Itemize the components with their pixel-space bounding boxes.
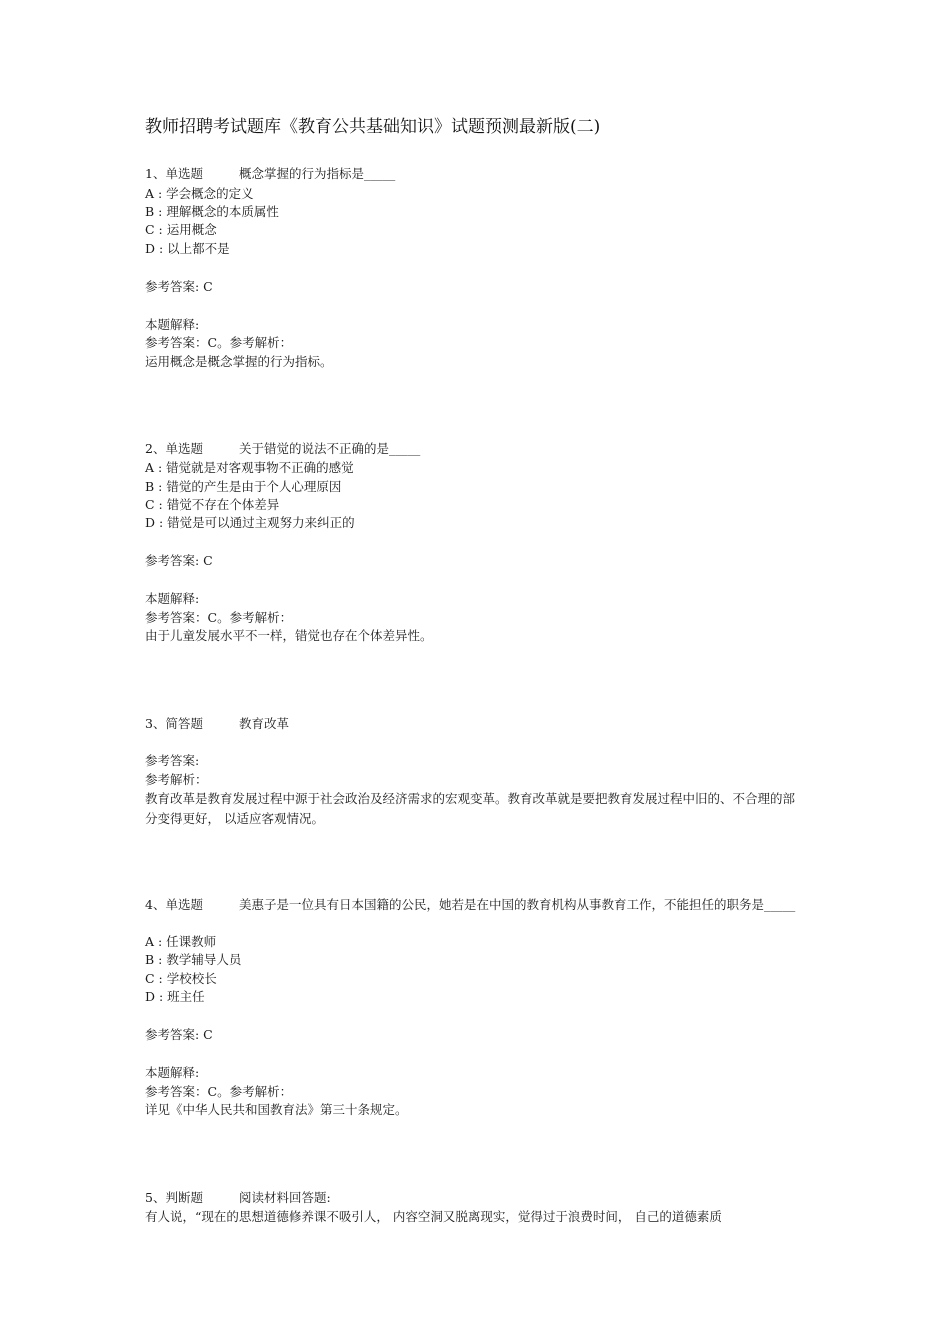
question-2-option-c: C : 错觉不存在个体差异 <box>145 497 280 512</box>
question-1-option-a: A : 学会概念的定义 <box>145 186 254 201</box>
question-4-explain-ref: 参考答案：C。参考解析： <box>145 1084 293 1099</box>
question-4-option-b: B : 教学辅导人员 <box>145 952 242 967</box>
question-4-answer: 参考答案: C <box>145 1027 213 1042</box>
question-3-number: 3、简答题 <box>145 716 203 731</box>
question-1-option-d: D : 以上都不是 <box>145 241 230 256</box>
question-4-explain-label: 本题解释: <box>145 1065 200 1080</box>
question-1-option-c: C : 运用概念 <box>145 222 217 237</box>
question-2-stem: 关于错觉的说法不正确的是_____ <box>239 441 421 456</box>
question-5-passage: 有人说，“现在的思想道德修养课不吸引人， 内容空洞又脱离现实，觉得过于浪费时间， 自己的道德素质 <box>145 1209 722 1224</box>
question-3-explain-ref: 参考解析： <box>145 772 208 787</box>
question-1-number: 1、单选题 <box>145 166 203 181</box>
question-5-stem: 阅读材料回答题: <box>239 1190 331 1205</box>
question-2-option-a: A : 错觉就是对客观事物不正确的感觉 <box>145 460 354 475</box>
question-3-header <box>145 715 289 733</box>
question-5-number: 5、判断题 <box>145 1190 203 1205</box>
question-4-option-c: C : 学校校长 <box>145 971 217 986</box>
question-5-header <box>145 1189 331 1207</box>
document-title: 教师招聘考试题库《教育公共基础知识》试题预测最新版(二) <box>145 117 601 137</box>
question-4-stem: 美惠子是一位具有日本国籍的公民，她若是在中国的教育机构从事教育工作，不能担任的职务是_____ <box>239 897 796 912</box>
question-1-explain-label: 本题解释: <box>145 317 200 332</box>
question-2-answer: 参考答案: C <box>145 553 213 568</box>
question-3-stem: 教育改革 <box>239 716 290 731</box>
question-2-option-d: D : 错觉是可以通过主观努力来纠正的 <box>145 515 355 530</box>
question-2-explain-ref: 参考答案：C。参考解析： <box>145 610 293 625</box>
question-2-explain-text: 由于儿童发展水平不一样，错觉也存在个体差异性。 <box>145 628 433 643</box>
question-1-explain-text: 运用概念是概念掌握的行为指标。 <box>145 354 333 369</box>
question-4-explain-text: 详见《中华人民共和国教育法》第三十条规定。 <box>145 1102 408 1117</box>
question-4-header <box>145 895 805 915</box>
question-2-header <box>145 440 420 458</box>
question-1-option-b: B : 理解概念的本质属性 <box>145 204 279 219</box>
question-2-option-b: B : 错觉的产生是由于个人心理原因 <box>145 479 342 494</box>
question-4-option-a: A : 任课教师 <box>145 934 217 949</box>
question-3-explain-text: 教育改革是教育发展过程中源于社会政治及经济需求的宏观变革。教育改革就是要把教育发展过程中旧的、不合理的部分变得更好， 以适应客观情况。 <box>145 791 796 826</box>
question-2-number: 2、单选题 <box>145 441 203 456</box>
question-4-option-d: D : 班主任 <box>145 989 205 1004</box>
question-1-stem: 概念掌握的行为指标是_____ <box>239 166 396 181</box>
question-3-answer: 参考答案: <box>145 753 200 768</box>
question-4-number: 4、单选题 <box>145 897 203 912</box>
question-2-explain-label: 本题解释: <box>145 591 200 606</box>
question-1-explain-ref: 参考答案：C。参考解析： <box>145 335 293 350</box>
question-1-header <box>145 165 395 183</box>
question-1-answer: 参考答案: C <box>145 279 213 294</box>
